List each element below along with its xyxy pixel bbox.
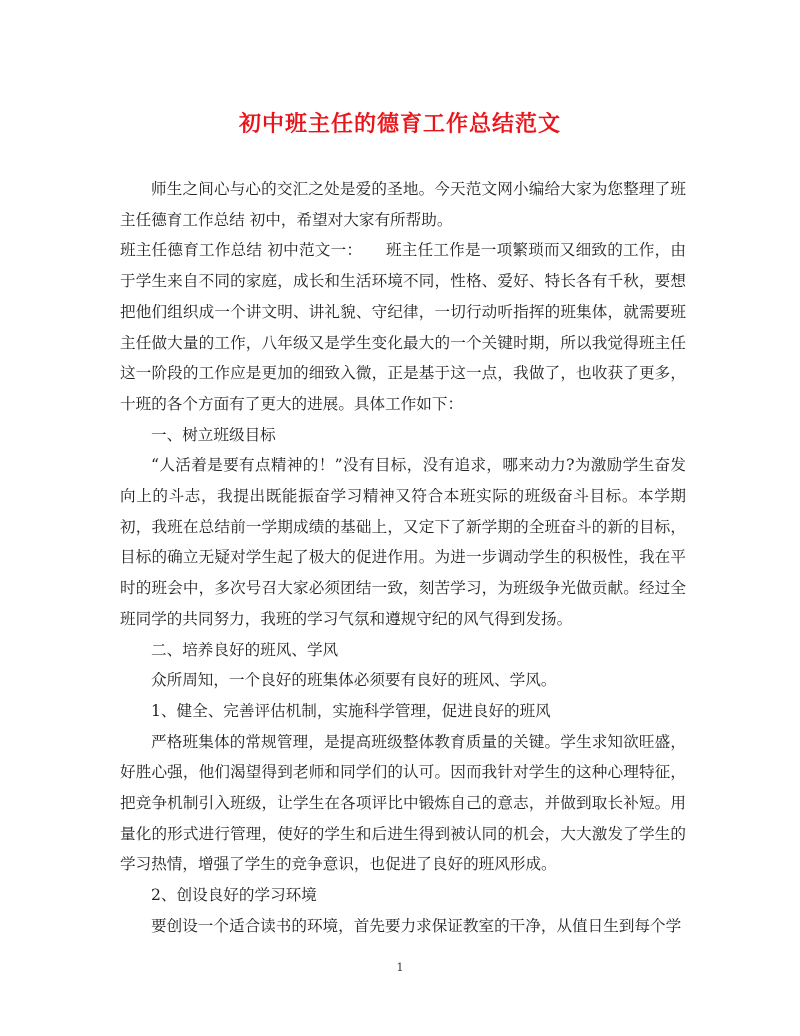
paragraph-learning-environment: 要创设一个适合读书的环境，首先要力求保证教室的干净，从值日生到每个学 (151, 916, 682, 935)
page-number: 1 (396, 961, 404, 974)
heading-learning-environment: 2、创设良好的学习环境 (151, 886, 317, 905)
document-body (120, 174, 686, 942)
heading-set-class-goals: 一、树立班级目标 (151, 425, 276, 444)
heading-evaluation-mechanism: 1、健全、完善评估机制，实施科学管理，促进良好的班风 (151, 701, 551, 720)
paragraph-intro: 师生之间心与心的交汇之处是爱的圣地。今天范文网小编给大家为您整理了班主任德育工作总结 初中，希望对大家有所帮助。 (120, 180, 686, 229)
paragraph-evaluation-mechanism: 严格班集体的常规管理，是提高班级整体教育质量的关键。学生求知欲旺盛，好胜心强，他们渴望得到老师和同学们的认可。因而我针对学生的这种心理特征，把竞争机制引入班级，让学生在各项评比中锻炼自己的意志，并做到取长补短。用量化的形式进行管理，使好的学生和后进生得到被认同的机会，大大激发了学生的学习热情，增强了学生的竞争意识，也促进了良好的班风形成。 (120, 732, 686, 874)
document-title: 初中班主任的德育工作总结范文 (238, 111, 561, 137)
paragraph-section-intro: 班主任德育工作总结 初中范文一： 班主任工作是一项繁琐而又细致的工作，由于学生来自不同的家庭，成长和生活环境不同，性格、爱好、特长各有千秋，要想把他们组织成一个讲文明、讲礼貌、守纪律，一切行动听指挥的班集体，就需要班主任做大量的工作，八年级又是学生变化最大的一个关键时期，所以我觉得班主任这一阶段的工作应是更加的细致入微，正是基于这一点，我做了，也收获了更多，十班的各个方面有了更大的进展。具体工作如下： (120, 241, 686, 413)
heading-class-style: 二、培养良好的班风、学风 (151, 640, 339, 659)
paragraph-class-style-intro: 众所周知，一个良好的班集体必须要有良好的班风、学风。 (151, 671, 557, 690)
paragraph-class-goals: “人活着是要有点精神的！”没有目标，没有追求，哪来动力?为激励学生奋发向上的斗志，我提出既能振奋学习精神又符合本班实际的班级奋斗目标。本学期初，我班在总结前一学期成绩的基础上，又定下了新学期的全班奋斗的新的目标，目标的确立无疑对学生起了极大的促进作用。为进一步调动学生的积极性，我在平时的班会中，多次号召大家必须团结一致，刻苦学习，为班级争光做贡献。经过全班同学的共同努力，我班的学习气氛和遵规守纪的风气得到发扬。 (120, 456, 686, 628)
